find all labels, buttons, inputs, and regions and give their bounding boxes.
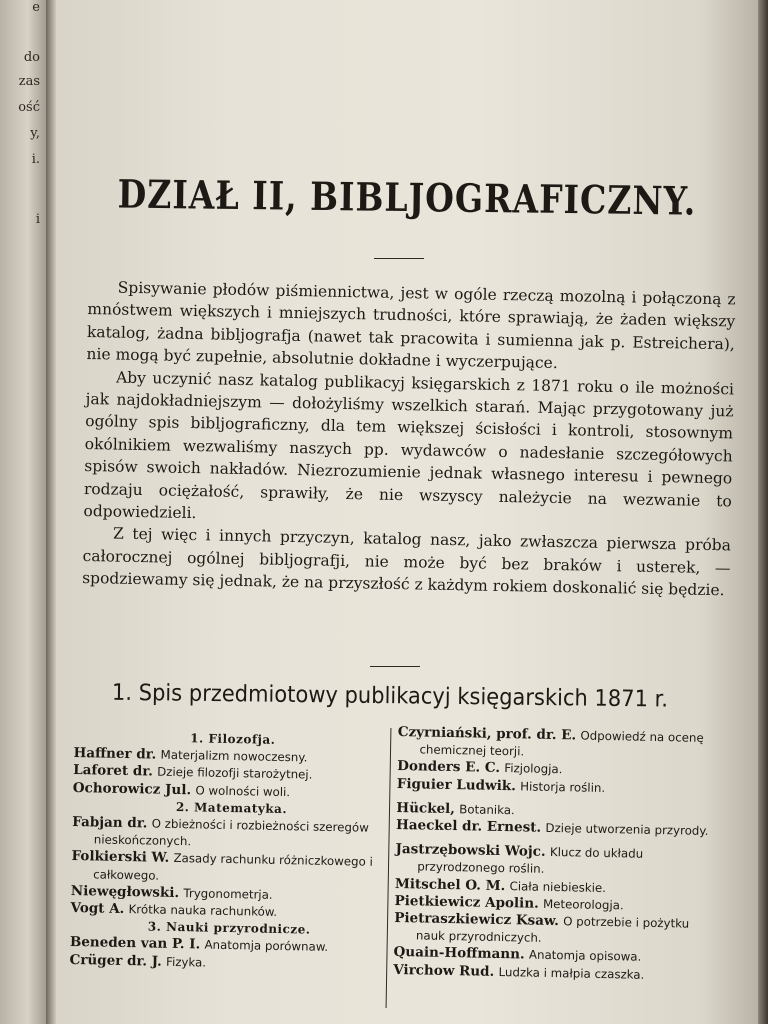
facing-page-fragment: y, xyxy=(30,126,40,141)
entry-title: Historja roślin. xyxy=(520,778,606,795)
entry-author: Pietkiewicz Apolin. xyxy=(394,892,539,912)
entry-title: O potrzebie i pożytku nauk przyrodniczych. xyxy=(415,914,690,946)
entry-title: Anatomja opisowa. xyxy=(528,947,642,965)
book-gutter xyxy=(46,0,56,1024)
category-heading: 3. Nauki przyrodnicze. xyxy=(147,919,311,937)
entry-title: Fizjologja. xyxy=(504,761,563,777)
facing-page-fragment: i. xyxy=(31,152,40,167)
entry-author: Quain-Hoffmann. xyxy=(393,944,525,963)
entry-title: Dzieje filozofji starożytnej. xyxy=(157,765,313,782)
entry-title: Anatomja porównaw. xyxy=(204,937,329,955)
entry-title: Fizyka. xyxy=(165,954,207,970)
entry-author: Czyrniański, prof. dr. E. xyxy=(397,724,577,744)
entry-title: Meteorologja. xyxy=(542,896,624,913)
facing-page-edge xyxy=(0,0,46,1024)
entry-author: Folkierski W. xyxy=(71,848,170,867)
entry-author: Haffner dr. xyxy=(73,745,157,763)
category-heading: 2. Matematyka. xyxy=(175,799,288,816)
entry-author: Ochorowicz Jul. xyxy=(72,779,192,798)
facing-page-fragment: do xyxy=(23,50,40,65)
intro-text xyxy=(82,276,736,602)
entry-title: Ludzka i małpia czaszka. xyxy=(498,964,645,982)
entry-author: Laforet dr. xyxy=(73,762,154,780)
paragraph: Aby uczynić nasz katalog publikacyj księgarskich z 1871 roku o ile możności jak najdokładniejszym — dołożyliśmy wszelkich starań. Mając przygotowany już ogólny spis bibljograficzny, dla tem większej ścisłości i kontroli, stosownym okólnikiem wezwaliśmy naszych pp. wydawców o nadesłanie szczegółowych spisów swoich nakładów. Niezrozumienie jednak własnego interesu i pewnego rodzaju ociężałość, sprawiły, że nie wszyscy należycie na wezwanie to odpowiedzieli. xyxy=(83,368,735,523)
entry-author: Figuier Ludwik. xyxy=(396,775,517,794)
facing-page-fragment: ość xyxy=(18,100,40,115)
category-heading: 1. Filozofja. xyxy=(190,731,276,747)
section-divider xyxy=(370,666,420,667)
entry-title: Klucz do układu przyrodzonego roślin. xyxy=(417,845,644,877)
entry-author: Crüger dr. J. xyxy=(69,951,162,970)
title-divider xyxy=(374,258,424,259)
entry-author: Mitschel O. M. xyxy=(394,875,506,894)
entry-title: Zasady rachunku różniczkowego i całkowego. xyxy=(93,851,373,883)
entry-author: Virchow Rud. xyxy=(393,961,495,980)
facing-page-fragment: zas xyxy=(18,74,40,89)
paragraph: Spisywanie płodów piśmiennictwa, jest w ogóle rzeczą mozolną i połączoną z mnóstwem większych i mniejszych trudności, które sprawiają, że żaden większy katalog, żadna bibljografja (nawet tak pracowita i sumienna jak p. Estreichera), nie mogą być zupełnie, absolutnie dokładne i wyczerpujące. xyxy=(86,278,736,373)
entry-author: Haeckel dr. Ernest. xyxy=(395,816,542,836)
page-edge-shadow xyxy=(758,0,768,1024)
entry-title: Ciała niebieskie. xyxy=(509,878,607,895)
entry-title: Odpowiedź na ocenę chemicznej teorji. xyxy=(419,728,704,759)
entry-title: Trygonometrja. xyxy=(183,885,273,902)
entry-title: Dzieje utworzenia przyrody. xyxy=(545,820,709,838)
facing-page-fragment: i xyxy=(35,212,40,227)
entry-author: Niewęgłowski. xyxy=(70,882,180,901)
page-title: DZIAŁ II, BIBLJOGRAFICZNY. xyxy=(117,170,697,225)
entry-author: Jastrzębowski Wojc. xyxy=(395,841,546,861)
entry-title: O zbieżności i rozbieżności szeregów nieskończonych. xyxy=(93,816,369,849)
entry-title: Materjalizm nowoczesny. xyxy=(160,747,308,765)
section-heading: 1. Spis przedmiotowy publikacyj księgarskich 1871 r. xyxy=(111,679,669,712)
entry-author: Fabjan dr. xyxy=(72,813,148,832)
entry-author: Pietraszkiewicz Ksaw. xyxy=(394,909,560,930)
subject-list-right xyxy=(393,724,724,985)
paragraph: Z tej więc i innych przyczyn, katalog nasz, jako zwłaszcza pierwsza próba całorocznej ogólnej bibljografji, nie może być bez braków i usterek, — spodziewamy się jednak, że na przyszłość z każdym rokiem doskonalić się będzie. xyxy=(82,524,732,600)
facing-page-fragment: e xyxy=(32,0,40,15)
entry-title: Botanika. xyxy=(459,802,515,818)
book-page xyxy=(56,0,758,1024)
entry-title: Krótka nauka rachunków. xyxy=(128,902,278,919)
entry-author: Donders E. C. xyxy=(397,758,501,777)
subject-list-left xyxy=(69,728,392,975)
entry-author: Beneden van P. I. xyxy=(69,934,201,953)
entry-author: Hückel, xyxy=(396,799,456,817)
entry-title: O wolności woli. xyxy=(195,782,291,799)
entry-author: Vogt A. xyxy=(70,899,125,918)
